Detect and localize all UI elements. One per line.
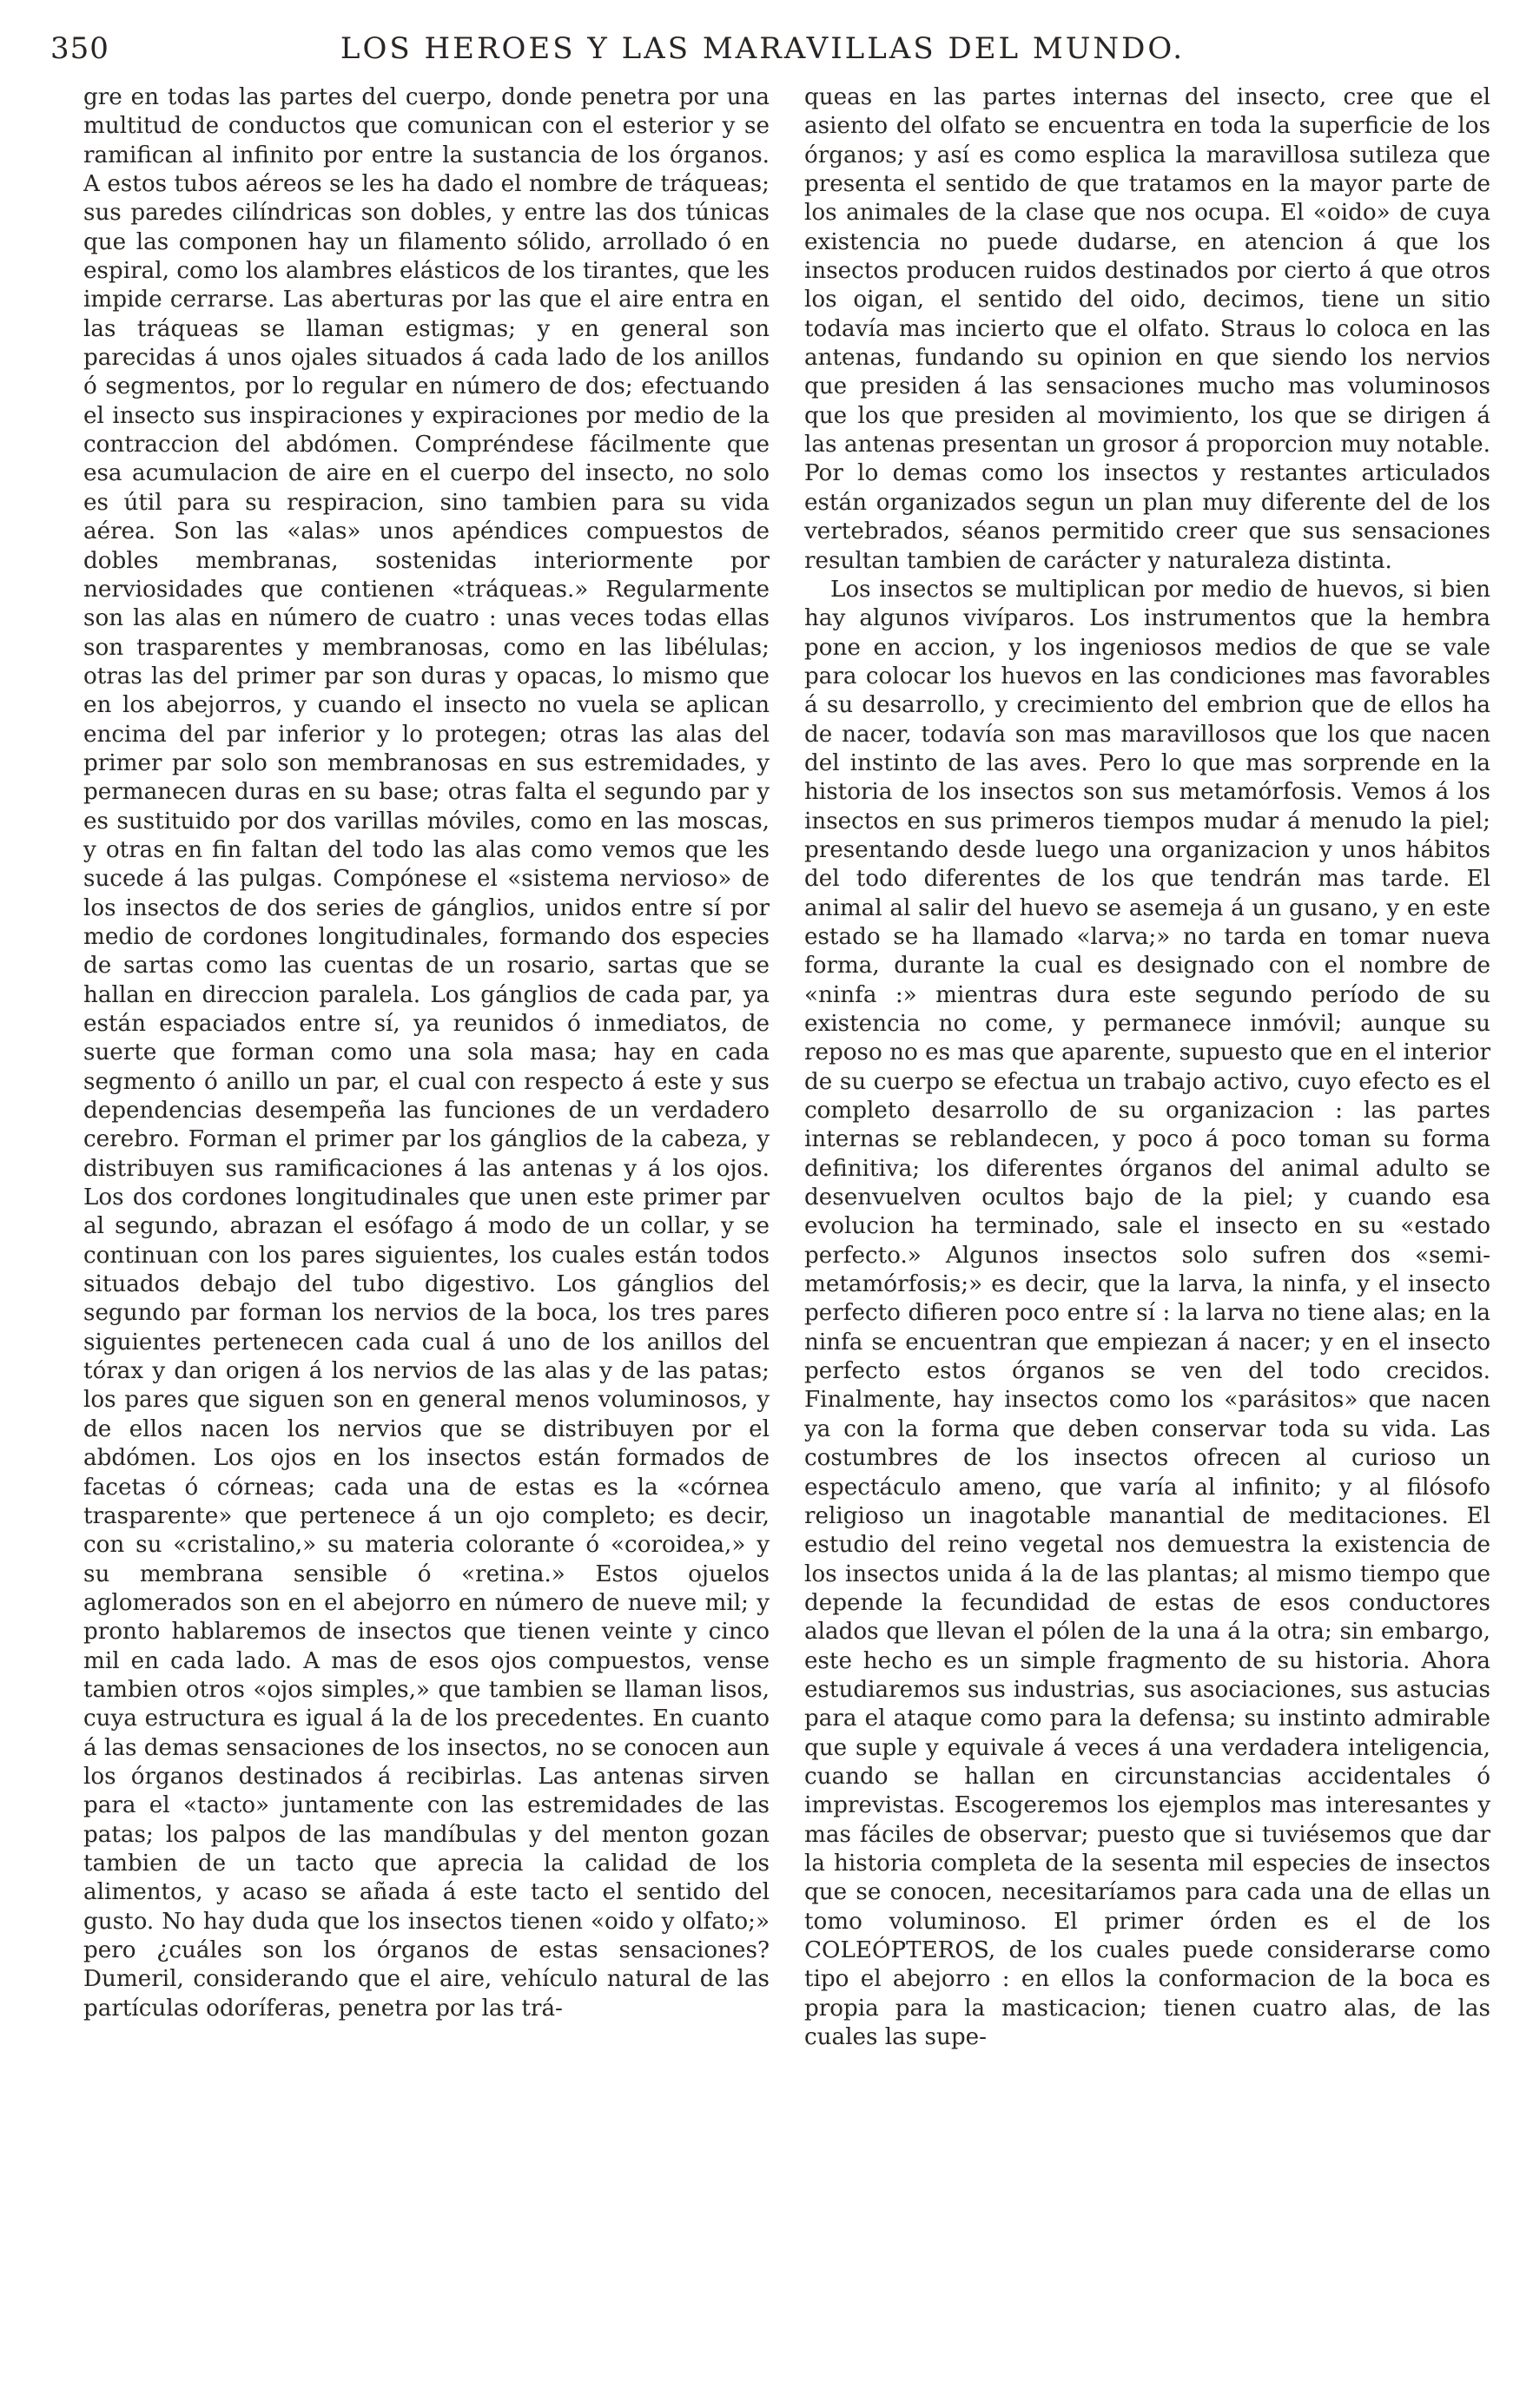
running-title: LOS HEROES Y LAS MARAVILLAS DEL MUNDO. [340, 31, 1186, 66]
paragraph: gre en todas las partes del cuerpo, donde penetra por una multitud de conductos que comunican con el esterior y se ramifican al infinito por entre la sustancia de los órganos. A estos tubos aéreos se les ha dado el nombre de tráqueas; sus paredes cilíndricas son dobles, y entre las dos túnicas que las componen hay un filamento sólido, arrollado ó en espiral, como los alambres elásticos de los tirantes, que les impide cerrarse. Las aberturas por las que el aire entra en las tráqueas se llaman estigmas; y en general son parecidas á unos ojales situados á cada lado de los anillos ó segmentos, por lo regular en número de dos; efectuando el insecto sus inspiraciones y expiraciones por medio de la contraccion del abdómen. Compréndese fácilmente que esa acumulacion de aire en el cuerpo del insecto, no solo es útil para su respiracion, sino tambien para su vida aérea. Son las «alas» unos apéndices compuestos de dobles membranas, sostenidas interiormente por nerviosidades que contienen «tráqueas.» Regularmente son las alas en número de cuatro : unas veces todas ellas son trasparentes y membranosas, como en las libélulas; otras las del primer par son duras y opacas, lo mismo que en los abejorros, y cuando el insecto no vuela se aplican encima del par inferior y lo protegen; otras las alas del primer par solo son membranosas en sus estremidades, y permanecen duras en su base; otras falta el segundo par y es sustituido por dos varillas móviles, como en las moscas, y otras en fin faltan del todo las alas como vemos que les sucede á las pulgas. Compónese el «sistema nervioso» de los insectos de dos series de gánglios, unidos entre sí por medio de cordones longitudinales, formando dos especies de sartas como las cuentas de un rosario, sartas que se hallan en direccion paralela. Los gánglios de cada par, ya están espaciados entre sí, ya reunidos ó inmediatos, de suerte que forman como una sola masa; hay en cada segmento ó anillo un par, el cual con respecto á este y sus dependencias desempeña las funciones de un verdadero cerebro. Forman el primer par los gánglios de la cabeza, y distribuyen sus ramificaciones á las antenas y á los ojos. Los dos cordones longitudinales que unen este primer par al segundo, abrazan el esófago á modo de un collar, y se continuan con los pares siguientes, los cuales están todos situados debajo del tubo digestivo. Los gánglios del segundo par forman los nervios de la boca, los tres pares siguientes pertenecen cada cual á uno de los anillos del tórax y dan origen á los nervios de las alas y de las patas; los pares que siguen son en general menos voluminosos, y de ellos nacen los nervios que se distribuyen por el abdómen. Los ojos en los insectos están formados de facetas ó córneas; cada una de estas es la «córnea trasparente» que pertenece á un ojo completo; es decir, con su «cristalino,» su materia colorante ó «coroidea,» y su membrana sensible ó «retina.» Estos ojuelos aglomerados son en el abejorro en número de nueve mil; y pronto hablaremos de insectos que tienen veinte y cinco mil en cada lado. A mas de esos ojos compuestos, vense tambien otros «ojos simples,» que tambien se llaman lisos, cuya estructura es igual á la de los precedentes. En cuanto á las demas sensaciones de los insectos, no se conocen aun los órganos destinados á recibirlas. Las antenas sirven para el «tacto» juntamente con las estremidades de las patas; los palpos de las mandíbulas y del menton gozan tambien de un tacto que aprecia la calidad de los alimentos, y acaso se añada á este tacto el sentido del gusto. No hay duda que los insectos tienen «oido y olfato;» pero ¿cuáles son los órganos de estas sensaciones? Dumeril, considerando que el aire, vehículo natural de las partículas odoríferas, penetra por las trá- [83, 84, 770, 2022]
page-number: 350 [50, 31, 109, 66]
paragraph: Los insectos se multiplican por medio de huevos, si bien hay algunos vivíparos. Los instrumentos que la hembra pone en accion, y los ingeniosos medios de que se vale para colocar los huevos en las condiciones mas favorables á su desarrollo, y crecimiento del embrion que de ellos ha de nacer, todavía son mas maravillosos que los que nacen del instinto de las aves. Pero lo que mas sorprende en la historia de los insectos son sus metamórfosis. Vemos á los insectos en sus primeros tiempos mudar á menudo la piel; presentando desde luego una organizacion y unos hábitos del todo diferentes de los que tendrán mas tarde. El animal al salir del huevo se asemeja á un gusano, y en este estado se ha llamado «larva;» no tarda en tomar nueva forma, durante la cual es designado con el nombre de «ninfa :» mientras dura este segundo período de su existencia no come, y permanece inmóvil; aunque su reposo no es mas que aparente, supuesto que en el interior de su cuerpo se efectua un trabajo activo, cuyo efecto es el completo desarrollo de su organizacion : las partes internas se reblandecen, y poco á poco toman su forma definitiva; los diferentes órganos del animal adulto se desenvuelven ocultos bajo de la piel; y cuando esa evolucion ha terminado, sale el insecto en su «estado perfecto.» Algunos insectos solo sufren dos «semi-metamórfosis;» es decir, que la larva, la ninfa, y el insecto perfecto difieren poco entre sí : la larva no tiene alas; en la ninfa se encuentran que empiezan á nacer; y en el insecto perfecto estos órganos se ven del todo crecidos. Finalmente, hay insectos como los «parásitos» que nacen ya con la forma que deben conservar toda su vida. Las costumbres de los insectos ofrecen al curioso un espectáculo ameno, que varía al infinito; y al filósofo religioso un inagotable manantial de meditaciones. El estudio del reino vegetal nos demuestra la existencia de los insectos unida á la de las plantas; al mismo tiempo que depende la fecundidad de estas de esos conductores alados que llevan el pólen de la una á la otra; sin embargo, este hecho es un simple fragmento de su historia. Ahora estudiaremos sus industrias, sus asociaciones, sus astucias para el ataque como para la defensa; su instinto admirable que suple y equivale á veces á una verdadera inteligencia, cuando se hallan en circunstancias accidentales ó imprevistas. Escogeremos los ejemplos mas interesantes y mas fáciles de observar; puesto que si tuviésemos que dar la historia completa de la sesenta mil especies de insectos que se conocen, necesitaríamos para cada una de ellas un tomo voluminoso. El primer órden es el de los COLEÓPTEROS, de los cuales puede considerarse como tipo el abejorro : en ellos la conformacion de la boca es propia para la masticacion; tienen cuatro alas, de las cuales las supe- [804, 576, 1490, 2051]
page-header [50, 26, 1475, 75]
paragraph: queas en las partes internas del insecto, cree que el asiento del olfato se encuentra en toda la superficie de los órganos; y así es como esplica la maravillosa sutileza que presenta el sentido de que tratamos en la mayor parte de los animales de la clase que nos ocupa. El «oido» de cuya existencia no puede dudarse, en atencion á que los insectos producen ruidos destinados por cierto á que otros los oigan, el sentido del oido, decimos, tiene un sitio todavía mas incierto que el olfato. Straus lo coloca en las antenas, fundando su opinion en que siendo los nervios que presiden á las sensaciones mucho mas voluminosos que los que presiden al movimiento, los que se dirigen á las antenas presentan un grosor á proporcion muy notable. Por lo demas como los insectos y restantes articulados están organizados segun un plan muy diferente del de los vertebrados, séanos permitido creer que sus sensaciones resultan tambien de carácter y naturaleza distinta. [804, 84, 1490, 574]
left-column [83, 83, 770, 2306]
right-column [804, 83, 1490, 2306]
